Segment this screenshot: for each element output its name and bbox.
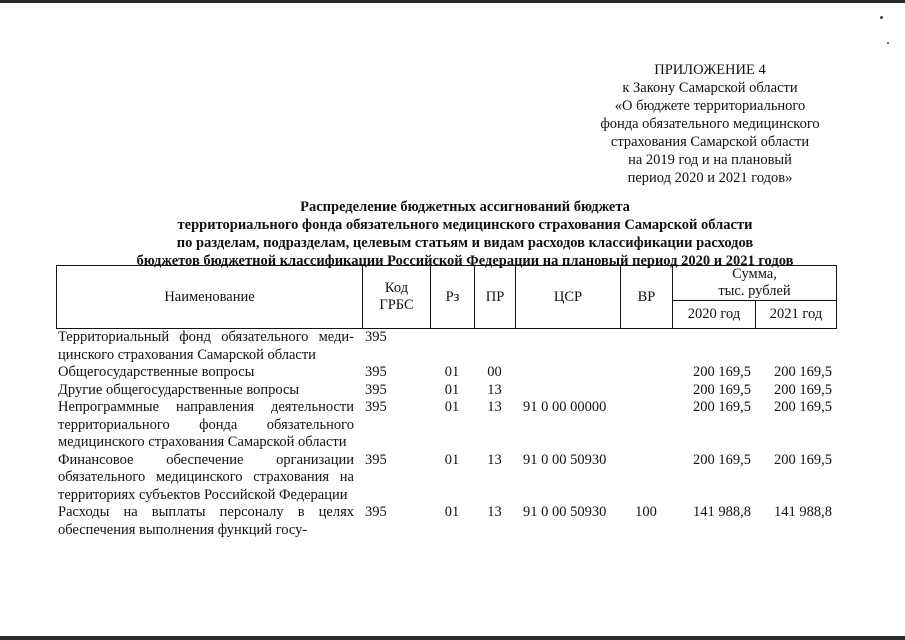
header-rz: Рз: [431, 266, 475, 329]
row-name: Общегосударственные вопросы: [58, 364, 255, 380]
row-vr: [620, 399, 672, 452]
header-csr: ЦСР: [516, 266, 621, 329]
appendix-line: к Закону Самарской области: [622, 80, 798, 96]
title-line: бюджетов бюджетной классификации Российской Федерации на плановый период 2020 и 2021 годов: [136, 253, 794, 269]
row-2021: [755, 329, 836, 364]
table-body: [56, 329, 836, 539]
row-name: Финансовое обеспечение организации обязательного медицинского страхования на территориях субъектов Российской Федерации: [58, 451, 354, 503]
row-pr: 13: [487, 451, 502, 468]
row-2021: 200 169,5: [774, 451, 832, 468]
header-sum-line1: Сумма,: [732, 266, 777, 282]
row-2020: 200 169,5: [693, 381, 751, 398]
row-vr: [620, 382, 672, 400]
row-name: Территориальный фонд обязательного меди-цинского страхования Самарской области: [58, 329, 354, 363]
row-vr: [620, 452, 672, 505]
table-row: [56, 399, 836, 452]
appendix-header: [565, 61, 855, 187]
row-rz: 01: [444, 381, 460, 398]
header-sum: [673, 266, 837, 301]
row-vr: 100: [635, 504, 657, 520]
header-year-2020: 2020 год: [673, 301, 756, 329]
appendix-line: страхования Самарской области: [610, 134, 810, 150]
appendix-line: период 2020 и 2021 годов»: [627, 170, 793, 186]
row-name: Другие общегосударственные вопросы: [58, 381, 300, 398]
row-2021: 200 169,5: [774, 381, 832, 398]
row-pr: 13: [487, 381, 502, 398]
header-year-2021: 2021 год: [756, 301, 837, 329]
row-rz: 01: [444, 399, 460, 415]
header-code-line2: ГРБС: [379, 297, 414, 313]
table-row: [56, 364, 836, 382]
row-2021: 141 988,8: [774, 504, 832, 520]
scan-speck: [880, 16, 883, 19]
header-name: Наименование: [57, 266, 363, 329]
row-csr: [515, 382, 620, 400]
row-csr: 91 0 00 50930: [523, 504, 607, 520]
table-row: [56, 329, 836, 364]
row-vr: [620, 329, 672, 364]
row-pr: 00: [487, 364, 502, 380]
title-line: Распределение бюджетных ассигнований бюджета: [300, 199, 630, 215]
row-2020: [672, 329, 755, 364]
row-pr: 13: [487, 504, 502, 520]
row-name: Непрограммные направления деятельности территориального фонда обязательного медицинского страхования Самарской области: [58, 399, 354, 450]
row-csr: [515, 364, 620, 382]
row-rz: [430, 329, 474, 364]
row-code: 395: [365, 364, 387, 380]
header-vr: ВР: [621, 266, 673, 329]
header-code: [363, 266, 431, 329]
row-2020: 200 169,5: [693, 364, 751, 380]
row-code: 395: [365, 329, 387, 345]
row-2020: 200 169,5: [693, 399, 751, 415]
table-row: [56, 382, 836, 400]
title-line: по разделам, подразделам, целевым статьям и видам расходов классификации расходов: [176, 235, 754, 251]
row-csr: 91 0 00 00000: [523, 399, 607, 415]
header-pr: ПР: [475, 266, 516, 329]
row-csr: [515, 329, 620, 364]
row-2021: 200 169,5: [774, 364, 832, 380]
row-rz: 01: [444, 504, 460, 520]
row-2020: 200 169,5: [693, 451, 751, 468]
budget-table: [56, 329, 836, 539]
scan-speck: [887, 42, 889, 44]
document-title: [50, 198, 880, 270]
row-code: 395: [365, 504, 387, 520]
title-line: территориального фонда обязательного медицинского страхования Самарской области: [177, 217, 753, 233]
row-code: 395: [365, 451, 387, 468]
row-name: Расходы на выплаты персоналу в целях обеспечения выполнения функций госу-: [58, 504, 354, 538]
table-row: [56, 452, 836, 505]
row-rz: 01: [444, 364, 460, 380]
row-2020: 141 988,8: [693, 504, 751, 520]
scan-edge-bottom: [0, 636, 905, 640]
row-code: 395: [365, 399, 387, 415]
row-csr: 91 0 00 50930: [523, 451, 607, 468]
header-code-line1: Код: [384, 280, 409, 296]
row-rz: 01: [444, 451, 460, 468]
appendix-line: на 2019 год и на плановый: [628, 152, 792, 168]
row-pr: [474, 329, 515, 364]
row-vr: [620, 364, 672, 382]
row-code: 395: [365, 381, 387, 398]
appendix-line: «О бюджете территориального: [614, 98, 806, 114]
appendix-number: ПРИЛОЖЕНИЕ 4: [654, 62, 766, 78]
appendix-line: фонда обязательного медицинского: [600, 116, 820, 132]
row-pr: 13: [487, 399, 502, 415]
row-2021: 200 169,5: [774, 399, 832, 415]
table-row: [56, 504, 836, 539]
scan-edge-top: [0, 0, 905, 3]
header-sum-line2: тыс. рублей: [718, 283, 791, 299]
table-header: [56, 265, 837, 329]
